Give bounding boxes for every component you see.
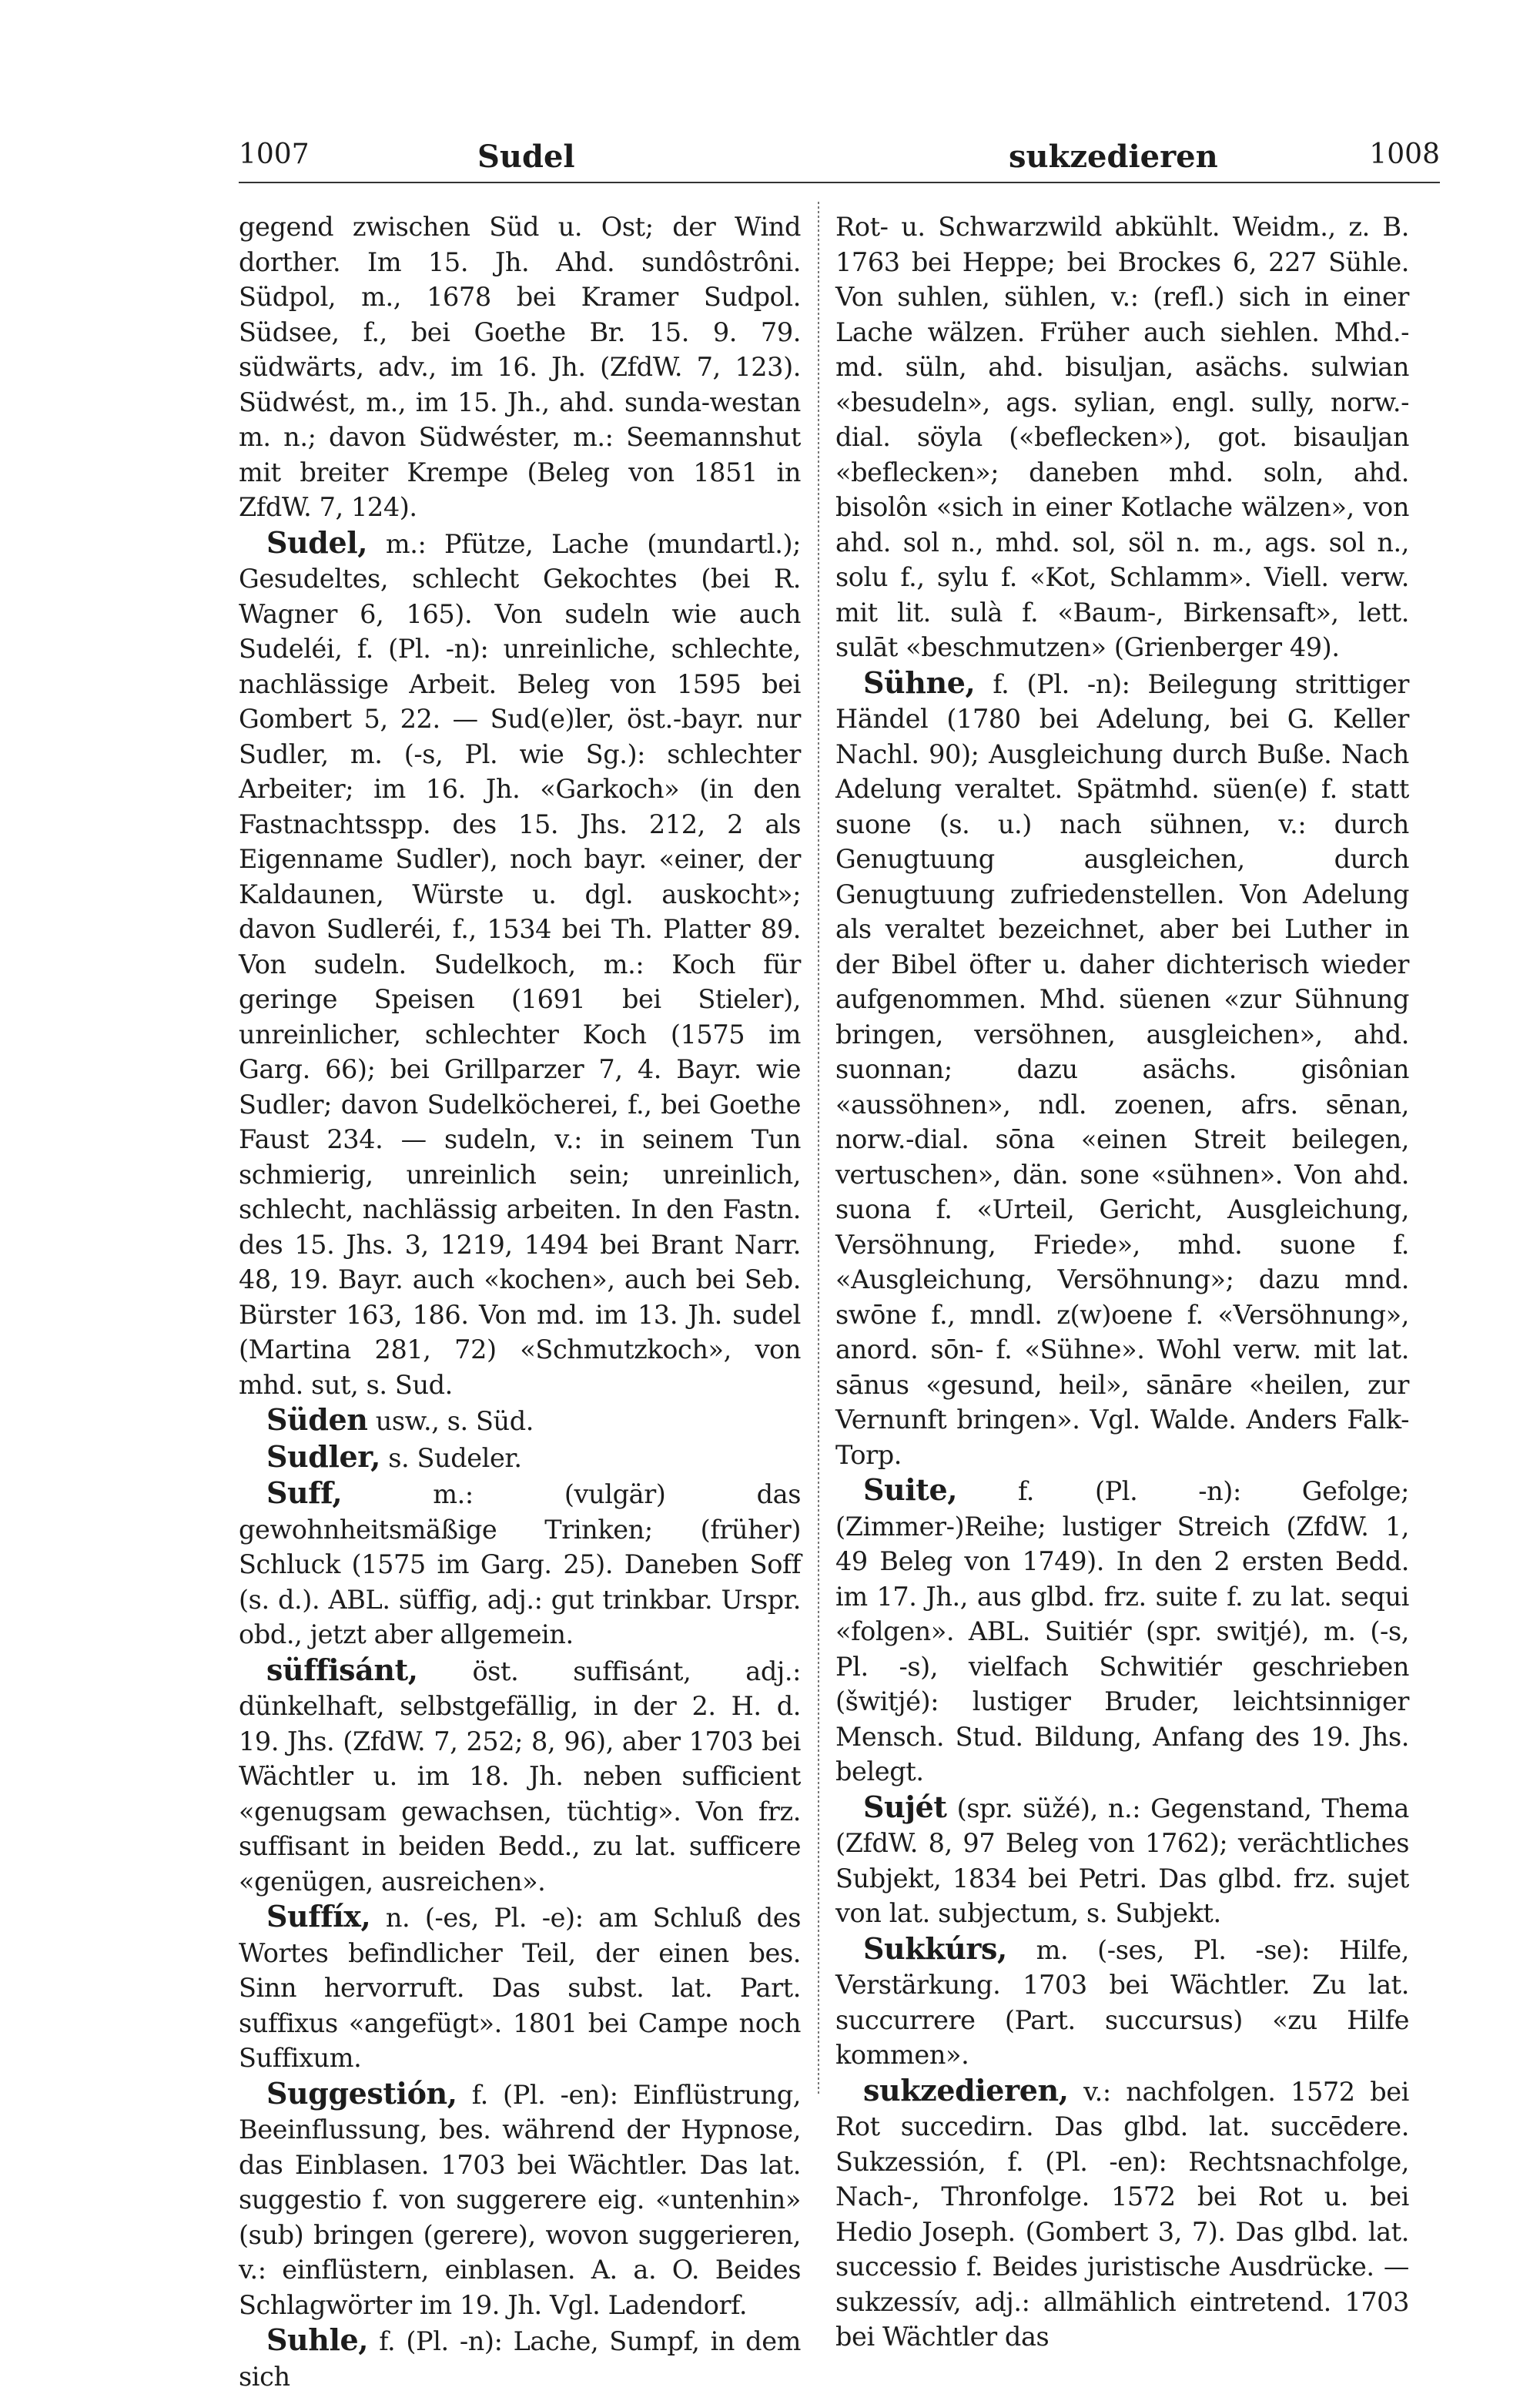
dictionary-entry (835, 665, 1409, 1473)
entry-text: f. (Pl. -n): Gefolge; (Zimmer-)Reihe; lustiger Streich (ZfdW. 1, 49 Beleg von 1749). In den 2 ersten Bedd. im 17. Jh., aus glbd. frz. suite f. zu lat. sequi «folgen». ABL. Suitiér (spr. switjé), m. (-s, Pl. -s), vielfach Schwitiér geschrieben (šwitjé): lustiger Bruder, leichtsinniger Mensch. Stud. Bildung, Anfang des 19. Jhs. belegt. (835, 1476, 1409, 1786)
entry-text: Rot- u. Schwarzwild abkühlt. Weidm., z. B. 1763 bei Heppe; bei Brockes 6, 227 Sühle. Von suhlen, sühlen, v.: (refl.) sich in einer Lache wälzen. Früher auch siehlen. Mhd.-md. süln, ahd. bisuljan, asächs. sulwian «besudeln», ags. sylian, engl. sully, norw.-dial. söyla («beflecken»), got. bisauljan «beflecken»; daneben mhd. soln, ahd. bisolôn «sich in einer Kotlache wälzen», von ahd. sol n., mhd. sol, söl n. m., ags. sol n., solu f., sylu f. «Kot, Schlamm». Viell. verw. mit lit. sulà f. «Baum-, Birkensaft», lett. sulāt «beschmutzen» (Grienberger 49). (835, 212, 1409, 662)
header-rule (239, 182, 1440, 183)
column-divider (818, 202, 819, 2096)
entry-text: gegend zwischen Süd u. Ost; der Wind dorther. Im 15. Jh. Ahd. sundôstrôni. Südpol, m., 1678 bei Kramer Sudpol. Südsee, f., bei Goethe Br. 15. 9. 79. südwärts, adv., im 16. Jh. (ZfdW. 7, 123). Südwést, m., im 15. Jh., ahd. sunda-westan m. n.; davon Südwéster, m.: Seemannshut mit breiter Krempe (Beleg von 1851 in ZfdW. 7, 124). (239, 212, 801, 522)
entry-text: m.: (vulgär) das gewohnheitsmäßige Trinken; (früher) Schluck (1575 im Garg. 25). Daneben Soff (s. d.). ABL. süffig, adj.: gut trinkbar. Urspr. obd., jetzt aber allgemein. (239, 1479, 801, 1649)
entry-text: m.: Pfütze, Lache (mundartl.); Gesudeltes, schlecht Gekochtes (bei R. Wagner 6, 165). Von sudeln wie auch Sudeléi, f. (Pl. -n): unreinliche, schlechte, nachlässige Arbeit. Beleg von 1595 bei Gombert 5, 22. — Sud(e)ler, öst.-bayr. nur Sudler, m. (-s, Pl. wie Sg.): schlechter Arbeiter; im 16. Jh. «Garkoch» (in den Fastnachtsspp. des 15. Jhs. 212, 2 als Eigenname Sudler), noch bayr. «einer, der Kaldaunen, Würste u. dgl. auskocht»; davon Sudleréi, f., 1534 bei Th. Platter 89. Von sudeln. Sudelkoch, m.: Koch für geringe Speisen (1691 bei Stieler), unreinlicher, schlechter Koch (1575 im Garg. 66); bei Grillparzer 7, 4. Bayr. wie Sudler; davon Sudelköcherei, f., bei Goethe Faust 234. — sudeln, v.: in seinem Tun schmierig, unreinlich sein; unreinlich, schlecht, nachlässig arbeiten. In den Fastn. des 15. Jhs. 3, 1219, 1494 bei Brant Narr. 48, 19. Bayr. auch «kochen», auch bei Seb. Bürster 163, 186. Von md. im 13. Jh. sudel (Martina 281, 72) «Schmutzkoch», von mhd. sut, s. Sud. (239, 528, 801, 1400)
entry-lemma: Suff, (266, 1475, 343, 1510)
entry-text: f. (Pl. -n): Beilegung strittiger Händel (1780 bei Adelung, bei G. Keller Nachl. 90); Ausgleichung durch Buße. Nach Adelung veraltet. Spätmhd. süen(e) f. statt suone (s. u.) nach sühnen, v.: durch Genugtuung ausgleichen, durch Genugtuung zufriedenstellen. Von Adelung als veraltet bezeichnet, aber bei Luther in der Bibel öfter u. daher dichterisch wieder aufgenommen. Mhd. süenen «zur Sühnung bringen, versöhnen, ausgleichen», ahd. suonnan; dazu asächs. gisônian «aussöhnen», ndl. zoenen, afrs. sēnan, norw.-dial. sōna «einen Streit beilegen, vertuschen», dän. sone «sühnen». Von ahd. suona f. «Urteil, Gericht, Ausgleichung, Versöhnung, Friede», mhd. suone f. «Ausgleichung, Versöhnung»; dazu mnd. swōne f., mndl. z(w)oene f. «Versöhnung», anord. sōn- f. «Sühne». Wohl verw. mit lat. sānus «gesund, heil», sānāre «heilen, zur Vernunft bringen». Vgl. Walde. Anders Falk-Torp. (835, 668, 1410, 1470)
entry-lemma: Sukkúrs, (863, 1930, 1007, 1966)
entry-text: m. (-ses, Pl. -se): Hilfe, Verstärkung. 1703 bei Wächtler. Zu lat. succurrere (Part. succursus) «zu Hilfe kommen». (835, 1934, 1409, 2070)
entry-lemma: Sühne, (863, 665, 976, 700)
page-number-right: 1008 (1369, 139, 1440, 170)
dictionary-entry (835, 1472, 1409, 1790)
entry-text: s. Sudeler. (388, 1442, 522, 1473)
entry-text: n. (-es, Pl. -e): am Schluß des Wortes befindlicher Teil, der einen bes. Sinn hervorruft. Das subst. lat. Part. suffixus «angefügt». 1801 bei Campe noch Suffixum. (239, 1903, 801, 2073)
entry-lemma: Suggestión, (266, 2075, 457, 2111)
dictionary-entry (239, 209, 801, 525)
dictionary-entry (835, 1931, 1409, 2073)
dictionary-entry (835, 209, 1409, 665)
dictionary-entry (835, 2073, 1409, 2355)
dictionary-entry (239, 2322, 801, 2394)
dictionary-entry (239, 1402, 801, 1439)
entry-lemma: Sudel, (266, 524, 368, 560)
entry-lemma: süffisánt, (266, 1652, 418, 1687)
dictionary-entry (239, 1439, 801, 1476)
left-column (239, 209, 801, 2394)
dictionary-entry (239, 1475, 801, 1652)
entry-lemma: Sudler, (266, 1438, 380, 1474)
entry-text: f. (Pl. -en): Einflüstrung, Beeinflussung, bes. während der Hypnose, das Einblasen. 1703 bei Wächtler. Das lat. suggestio f. von suggerere eig. «untenhin» (sub) bringen (gerere), wovon suggerieren, v.: einflüstern, einblasen. A. a. O. Beides Schlagwörter im 19. Jh. Vgl. Ladendorf. (239, 2079, 801, 2320)
entry-text: usw., s. Süd. (375, 1406, 534, 1436)
dictionary-entry (239, 2076, 801, 2323)
dictionary-entry (239, 1899, 801, 2076)
entry-lemma: Sujét (863, 1789, 947, 1824)
page-number-left: 1007 (239, 139, 310, 170)
entry-lemma: sukzedieren, (863, 2072, 1069, 2108)
entry-text: (spr. süžé), n.: Gegenstand, Thema (ZfdW. 8, 97 Beleg von 1762); verächtliches Subjekt, 1834 bei Petri. Das glbd. frz. sujet von lat. subjectum, s. Subjekt. (835, 1793, 1409, 1928)
page-header (239, 139, 1440, 176)
running-headword-left: Sudel (477, 139, 575, 175)
entry-lemma: Süden (266, 1402, 368, 1437)
entry-text: f. (Pl. -n): Lache, Sumpf, in dem sich (239, 2326, 801, 2392)
dictionary-entry (835, 1790, 1409, 1931)
dictionary-entry (239, 525, 801, 1403)
entry-lemma: Suhle, (266, 2322, 369, 2357)
running-headword-right: sukzedieren (1009, 139, 1218, 175)
entry-lemma: Suffíx, (266, 1899, 371, 1934)
entry-text: v.: nachfolgen. 1572 bei Rot succedirn. Das glbd. lat. succēdere. Sukzessión, f. (Pl. -en): Rechtsnachfolge, Nach-, Thronfolge. 1572 bei Rot u. bei Hedio Joseph. (Gombert 3, 7). Das glbd. lat. successio f. Beides juristische Ausdrücke. — sukzessív, adj.: allmählich eintretend. 1703 bei Wächtler das (835, 2076, 1409, 2352)
right-column (835, 209, 1409, 2355)
entry-text: öst. suffisánt, adj.: dünkelhaft, selbstgefällig, in der 2. H. d. 19. Jhs. (ZfdW. 7, 252; 8, 96), aber 1703 bei Wächtler u. im 18. Jh. neben sufficient «genugsam gewachsen, tüchtig». Von frz. suffisant in beiden Bedd., zu lat. sufficere «genügen, ausreichen». (239, 1656, 801, 1897)
dictionary-entry (239, 1652, 801, 1900)
entry-lemma: Suite, (863, 1472, 958, 1507)
